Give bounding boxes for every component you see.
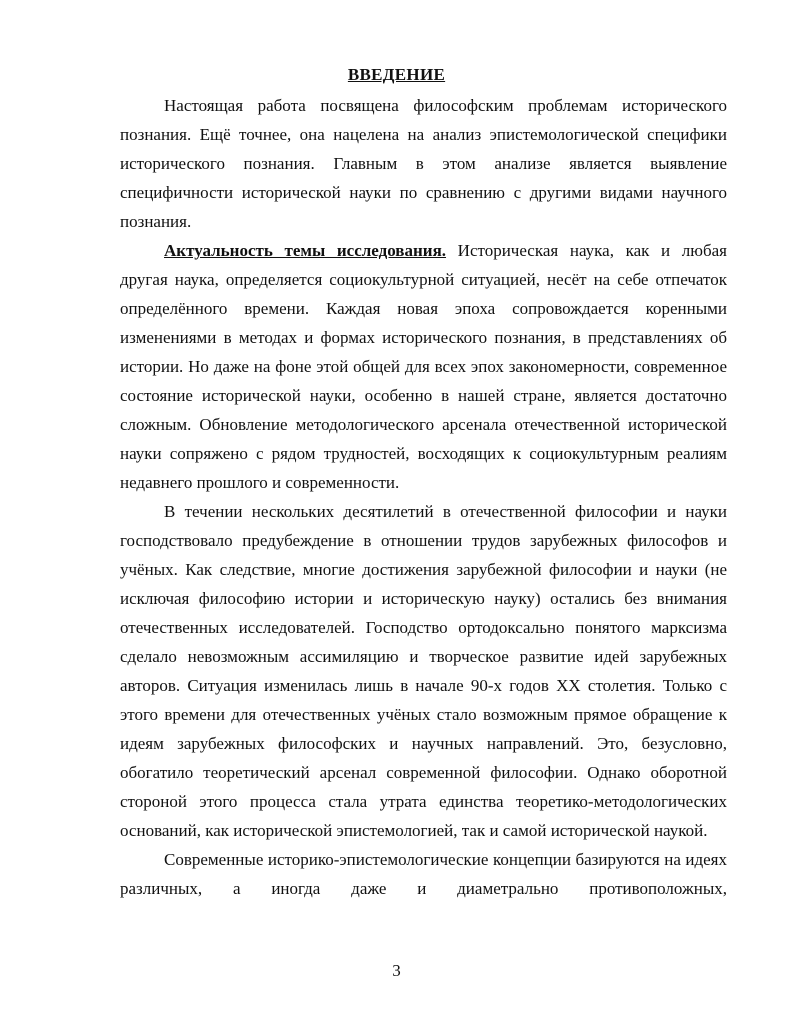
- relevance-lead: Актуальность темы исследования.: [164, 241, 447, 260]
- paragraph-concepts: [120, 845, 727, 903]
- paragraph-relevance: [120, 236, 727, 497]
- paragraph-intro: [120, 91, 727, 236]
- body-text: [120, 91, 727, 903]
- paragraph-concepts-text: Современные историко-эпистемологические концепции базируются на идеях различных, а иногда даже и диаметрально противоположных,: [120, 850, 727, 898]
- paragraph-history: [120, 497, 727, 845]
- paragraph-history-text: В течении нескольких десятилетий в отечественной философии и науки господствовало предубеждение в отношении трудов зарубежных философов и учёных. Как следствие, многие достижения зарубежной философии и науки (не исключая философию истории и историческую науку) остались без внимания отечественных исследователей. Господство ортодоксально понятого марксизма сделало невозможным ассимиляцию и творческое развитие идей зарубежных авторов. Ситуация изменилась лишь в начале 90-х годов XX столетия. Только с этого времени для отечественных учёных стало возможным прямое обращение к идеям зарубежных философских и научных направлений. Это, безусловно, обогатило теоретический арсенал современной философии. Однако оборотной стороной этого процесса стала утрата единства теоретико-методологических оснований, как исторической эпистемологией, так и самой исторической наукой.: [120, 502, 727, 840]
- paragraph-intro-text: Настоящая работа посвящена философским проблемам исторического познания. Ещё точнее, она нацелена на анализ эпистемологической специфики исторического познания. Главным в этом анализе является выявление специфичности исторической науки по сравнению с другими видами научного познания.: [120, 96, 727, 231]
- section-heading: ВВЕДЕНИЕ: [347, 65, 446, 84]
- paragraph-relevance-text: Историческая наука, как и любая другая наука, определяется социокультурной ситуацией, несёт на себе отпечаток определённого времени. Каждая новая эпоха сопровождается коренными изменениями в методах и формах исторического познания, в представлениях об истории. Но даже на фоне этой общей для всех эпох закономерности, современное состояние исторической науки, особенно в нашей стране, является достаточно сложным. Обновление методологического арсенала отечественной исторической науки сопряжено с рядом трудностей, восходящих к социокультурным реалиям недавнего прошлого и современности.: [120, 241, 727, 492]
- page-number: 3: [392, 961, 401, 980]
